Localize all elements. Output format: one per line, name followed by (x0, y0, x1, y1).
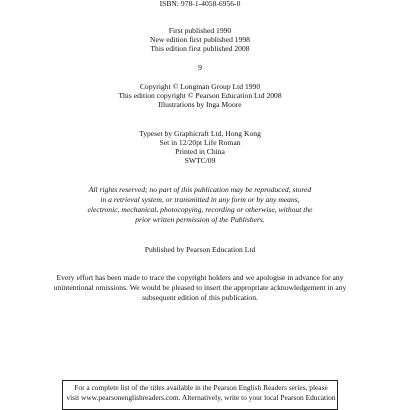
isbn-line: ISBN: 978-1-4058-6956-0 (159, 0, 241, 8)
rights-notice-line: All rights reserved; no part of this publication may be reproduced, stored (88, 185, 312, 194)
publication-history-line: First published 1990 (168, 26, 232, 35)
printing-number: 9 (198, 63, 202, 72)
publisher-line: Published by Pearson Education Ltd (144, 245, 256, 254)
publication-history-line: This edition first published 2008 (150, 44, 250, 53)
series-notice-line: For a complete list of the titles available in the Pearson English Readers series, please (74, 383, 328, 392)
publication-history-line: New edition first published 1998 (150, 35, 250, 44)
typesetting-line: Printed in China (175, 147, 225, 156)
rights-notice-line: electronic, mechanical, photocopying, recording or otherwise, without the (87, 205, 313, 214)
rights-notice-line: prior written permission of the Publishers. (135, 215, 265, 224)
typesetting-line: Typeset by Graphicraft Ltd, Hong Kong (139, 129, 261, 138)
acknowledgement-line: subsequent edition of this publication. (142, 293, 258, 302)
typesetting-line: SWTC/09 (184, 156, 216, 165)
rights-notice-line: in a retrieval system, or transmitted in any form or by any means, (100, 195, 300, 204)
illustrator-credit: Illustrations by Inga Moore (158, 100, 242, 109)
copyright-line: This edition copyright © Pearson Education Ltd 2008 (118, 91, 282, 100)
acknowledgement-line: unintentional omissions. We would be pleased to insert the appropriate acknowledgement in any (53, 283, 347, 292)
acknowledgement-line: Every effort has been made to trace the copyright holders and we apologise in advance for any (56, 273, 344, 282)
series-notice-box (62, 380, 338, 410)
typesetting-line: Set in 12/20pt Life Roman (159, 138, 241, 147)
series-notice-line: visit www.pearsonenglishreaders.com. Alternatively, write to your local Pearson Education (66, 393, 336, 402)
copyright-line: Copyright © Longman Group Ltd 1990 (139, 82, 261, 91)
